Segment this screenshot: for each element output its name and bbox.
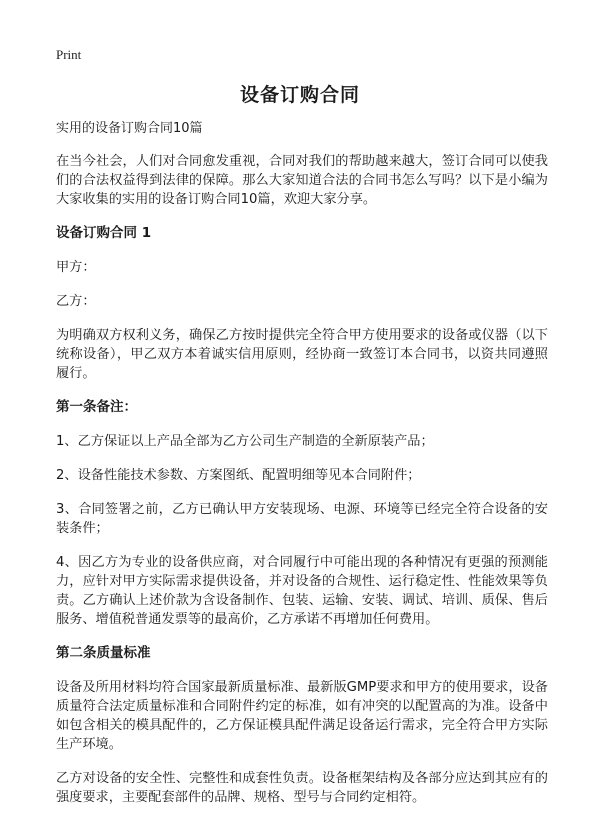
document-subtitle: 实用的设备订购合同10篇 bbox=[56, 121, 203, 136]
party-a-line: 甲方： bbox=[56, 260, 96, 275]
document-body bbox=[56, 120, 548, 822]
document-title: 设备订购合同 bbox=[239, 84, 360, 106]
article-1-item: 4、因乙方为专业的设备供应商，对合同履行中可能出现的各种情况有更强的预测能力，应针对甲方实际需求提供设备，并对设备的合规性、运行稳定性、性能效果等负责。乙方确认上述价款为含设备制作、包装、运输、安装、调试、培训、质保、售后服务、增值税普通发票等的最高价，乙方承诺不再增加任何费用。 bbox=[56, 555, 548, 627]
intro-paragraph: 在当今社会，人们对合同愈发重视，合同对我们的帮助越来越大，签订合同可以使我们的合法权益得到法律的保障。那么大家知道合法的合同书怎么写吗？以下是小编为大家收集的实用的设备订购合同10篇，欢迎大家分享。 bbox=[56, 154, 548, 207]
article-1-heading: 第一条备注： bbox=[56, 399, 137, 415]
section-heading-contract-1: 设备订购合同 1 bbox=[56, 225, 152, 241]
article-1-item: 3、合同签署之前，乙方已确认甲方安装现场、电源、环境等已经完全符合设备的安装条件； bbox=[56, 502, 548, 536]
print-link[interactable]: Print bbox=[56, 47, 82, 62]
article-2-paragraph: 乙方对设备的安全性、完整性和成套性负责。设备框架结构及各部分应达到其应有的强度要求，主要配套部件的品牌、规格、型号与合同约定相符。 bbox=[56, 771, 548, 805]
article-2-paragraph: 设备及所用材料均符合国家最新质量标准、最新版GMP要求和甲方的使用要求，设备质量符合法定质量标准和合同附件约定的标准，如有冲突的以配置高的为准。设备中如包含相关的模具配件的，乙方保证模具配件满足设备运行需求，完全符合甲方实际生产环境。 bbox=[56, 680, 548, 752]
article-1-item: 2、设备性能技术参数、方案图纸、配置明细等见本合同附件； bbox=[56, 468, 421, 483]
article-2-heading: 第二条质量标准 bbox=[56, 645, 151, 661]
party-b-line: 乙方： bbox=[56, 294, 96, 309]
article-1-item: 1、乙方保证以上产品全部为乙方公司生产制造的全新原装产品； bbox=[56, 434, 434, 449]
purpose-paragraph: 为明确双方权利义务，确保乙方按时提供完全符合甲方使用要求的设备或仪器（以下统称设备），甲乙双方本着诚实信用原则，经协商一致签订本合同书，以资共同遵照履行。 bbox=[56, 328, 548, 381]
